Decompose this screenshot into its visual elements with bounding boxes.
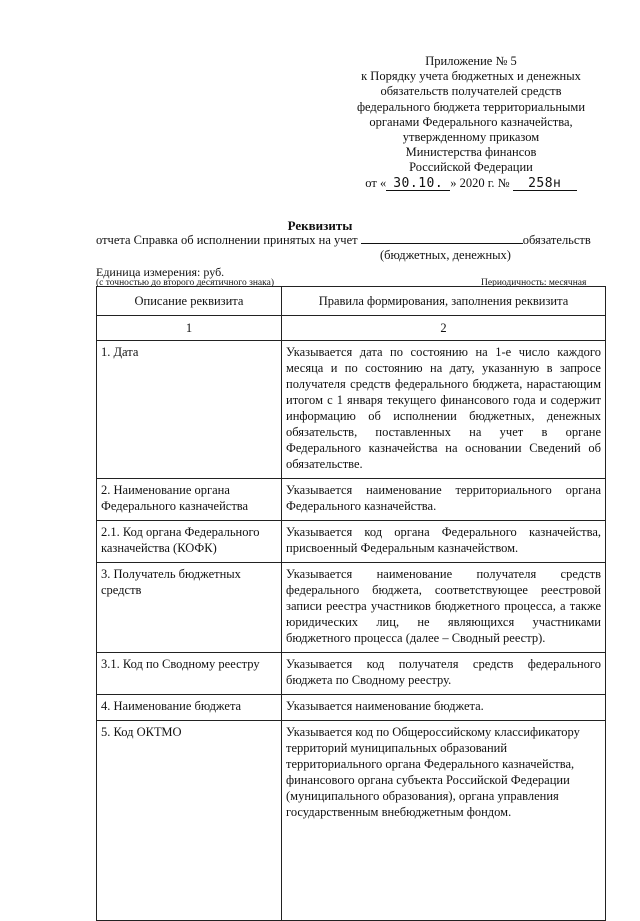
column-number-cell: 2 (282, 316, 606, 341)
table-row (97, 563, 606, 653)
requisite-name: 1. Дата (97, 341, 282, 479)
subtitle-after: обязательств (522, 233, 591, 247)
table-row (97, 521, 606, 563)
appendix-line: органами Федерального казначейства, (369, 114, 573, 129)
table-row (97, 341, 606, 479)
requisite-rule: Указывается наименование бюджета. (282, 695, 606, 721)
document-title: Реквизиты (287, 218, 353, 233)
requisite-name: 2.1. Код органа Федерального казначейства (КОФК) (97, 521, 282, 563)
periodicity-label: Периодичность: месячная (481, 278, 587, 288)
appendix-line: Российской Федерации (409, 160, 533, 175)
subtitle-blank-field (361, 232, 523, 244)
requisite-rule: Указывается код органа Федерального казначейства, присвоенный Федеральным казначейством. (282, 521, 606, 563)
requisite-rule: Указывается наименование получателя средств федерального бюджета, соответствующее реестровой записи реестра участников бюджетного процесса, а также юридических лиц, не являющихся участниками бюджетного процесса (далее – Сводный реестр). (282, 563, 606, 653)
requisites-table (96, 286, 606, 921)
requisite-rule: Указывается код получателя средств федерального бюджета по Сводному реестру. (282, 653, 606, 695)
subtitle-before: отчета Справка об исполнении принятых на учет (96, 233, 358, 247)
table-header-cell: Правила формирования, заполнения реквизита (282, 287, 606, 316)
requisite-rule: Указывается наименование территориального органа Федерального казначейства. (282, 479, 606, 521)
requisite-rule: Указывается дата по состоянию на 1-е число каждого месяца и по состоянию на дату, указанную в запросе получателя средств федерального бюджета, нарастающим итогом с 1 января текущего финансового года и содержит информацию об исполнении бюджетных, денежных обязательств, поставленных на учет в органе Федерального казначейства на основании Сведений об обязательстве. (282, 341, 606, 479)
precision-note: (с точностью до второго десятичного знака) (96, 278, 274, 288)
table-row (97, 721, 606, 921)
appendix-line: утвержденному приказом (402, 130, 540, 145)
column-number-row (97, 316, 606, 341)
table-row (97, 653, 606, 695)
document-subtitle (96, 232, 606, 248)
table-header-row (97, 287, 606, 316)
date-prefix: от « (365, 175, 387, 190)
order-date-line (340, 176, 602, 191)
table-row (97, 479, 606, 521)
appendix-line: Министерства финансов (405, 145, 537, 160)
units-label: Единица измерения: руб. (96, 265, 225, 279)
requisite-name: 2. Наименование органа Федерального казначейства (97, 479, 282, 521)
subtitle-note: (бюджетных, денежных) (380, 248, 511, 262)
column-number-cell: 1 (97, 316, 282, 341)
requisite-rule: Указывается код по Общероссийскому классификатору территорий муниципальных образований территориального органа Федерального казначейства, финансового органа субъекта Российской Федерации (муниципального образования), органа управления государственным внебюджетным фондом. (282, 721, 606, 921)
requisite-name: 3.1. Код по Сводному реестру (97, 653, 282, 695)
appendix-block (340, 54, 602, 191)
order-date-value: 30.10. (386, 177, 450, 191)
date-middle: » 2020 г. № (450, 175, 510, 190)
appendix-line: Приложение № 5 (425, 54, 517, 68)
order-number-value: 258н (513, 177, 577, 191)
appendix-line: к Порядку учета бюджетных и денежных (361, 69, 581, 84)
requisite-name: 3. Получатель бюджетных средств (97, 563, 282, 653)
appendix-line: федерального бюджета территориальными (356, 99, 586, 114)
requisite-name: 5. Код ОКТМО (97, 721, 282, 921)
table-row (97, 695, 606, 721)
appendix-line: обязательств получателей средств (380, 84, 562, 99)
requisite-name: 4. Наименование бюджета (97, 695, 282, 721)
table-header-cell: Описание реквизита (97, 287, 282, 316)
